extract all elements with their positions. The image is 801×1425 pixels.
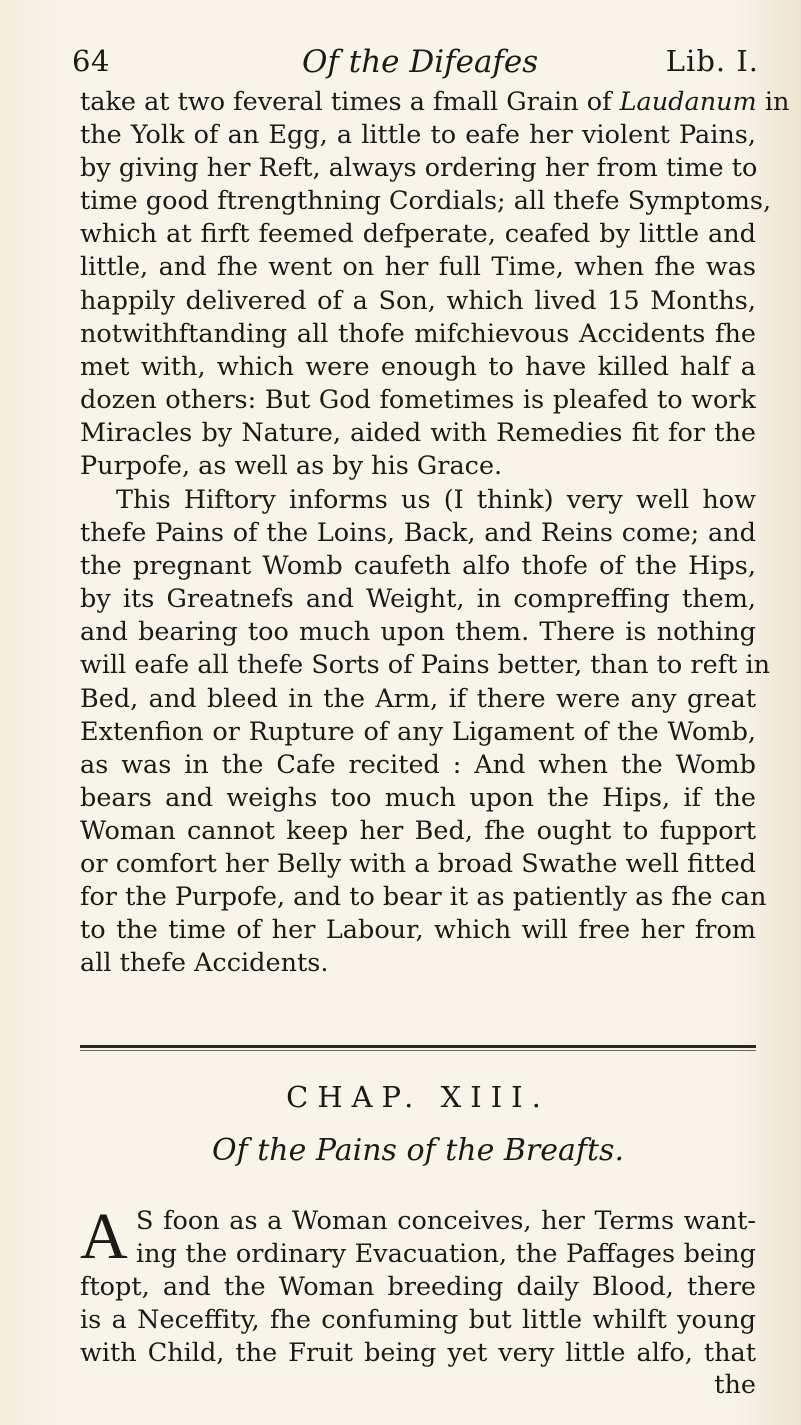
text-line: which at firft feemed defperate, ceafed by little and: [80, 219, 756, 250]
text-line: bears and weighs too much upon the Hips, if the: [80, 782, 756, 813]
text-line: Woman cannot keep her Bed, fhe ought to fupport: [80, 815, 756, 846]
catchword: the: [714, 1370, 756, 1400]
text-line: notwithftanding all thofe mifchievous Accidents fhe: [80, 318, 756, 349]
text-line: time good ftrengthning Cordials; all thefe Symptoms,: [80, 186, 772, 217]
text-line: ing the ordinary Evacuation, the Paffages being: [136, 1239, 756, 1270]
text-line: for the Purpofe, and to bear it as patiently as fhe can: [80, 882, 767, 913]
text-line: S foon as a Woman conceives, her Terms want-: [136, 1206, 756, 1236]
paragraph-1: [80, 86, 790, 483]
italic-term: Laudanum: [619, 87, 757, 117]
text-line: dozen others: But God fometimes is pleafed to work: [80, 384, 756, 415]
text-line: or comfort her Belly with a broad Swathe well fitted: [80, 849, 756, 880]
text-line: the Yolk of an Egg, a little to eafe her violent Pains,: [80, 120, 756, 151]
text-line: is a Neceffity, fhe confuming but little whilft young: [80, 1305, 756, 1336]
page-number: 64: [72, 44, 110, 78]
chapter-title: CHAP. XIII.: [286, 1080, 550, 1114]
text-line: with Child, the Fruit being yet very little alfo, that: [80, 1338, 756, 1369]
text-line: to the time of her Labour, which will free her from: [80, 915, 756, 946]
paragraph-3: [80, 1200, 756, 1370]
text-line: and bearing too much upon them. There is nothing: [80, 617, 756, 648]
text-line: This Hiftory informs us (I think) very well how: [116, 485, 756, 515]
text-line: little, and fhe went on her full Time, when fhe was: [80, 252, 756, 283]
text-line: Extenfion or Rupture of any Ligament of the Womb,: [80, 716, 756, 747]
chapter-rule: [80, 1045, 756, 1048]
book-label: Lib. I.: [665, 44, 759, 78]
text-line: will eafe all thefe Sorts of Pains better, than to reft in: [80, 650, 771, 681]
chapter-subtitle: Of the Pains of the Breafts.: [212, 1133, 624, 1168]
text-line: the pregnant Womb caufeth alfo thofe of the Hips,: [80, 551, 756, 582]
text-line: met with, which were enough to have killed half a: [80, 351, 756, 382]
chapter-rule-thin: [80, 1050, 756, 1051]
text-line: thefe Pains of the Loins, Back, and Reins come; and: [80, 518, 756, 549]
text-line: all thefe Accidents.: [80, 948, 329, 979]
text-line: Purpofe, as well as by his Grace.: [80, 451, 503, 482]
text-line: by its Greatnefs and Weight, in compreffing them,: [80, 584, 756, 615]
text-line: ftopt, and the Woman breeding daily Blood, there: [80, 1272, 756, 1303]
text-line: Bed, and bleed in the Arm, if there were any great: [80, 683, 756, 714]
text-line: by giving her Reft, always ordering her from time to: [80, 153, 758, 184]
text-line: take at two feveral times a fmall Grain of Laudanum in: [80, 87, 790, 117]
paragraph-2: [80, 484, 771, 980]
text-line: Miracles by Nature, aided with Remedies fit for the: [80, 417, 756, 448]
text-line: happily delivered of a Son, which lived 15 Months,: [80, 285, 756, 316]
text-line: as was in the Cafe recited : And when the Womb: [80, 749, 756, 780]
running-title: Of the Difeafes: [302, 44, 539, 80]
drop-cap: A: [80, 1200, 128, 1273]
